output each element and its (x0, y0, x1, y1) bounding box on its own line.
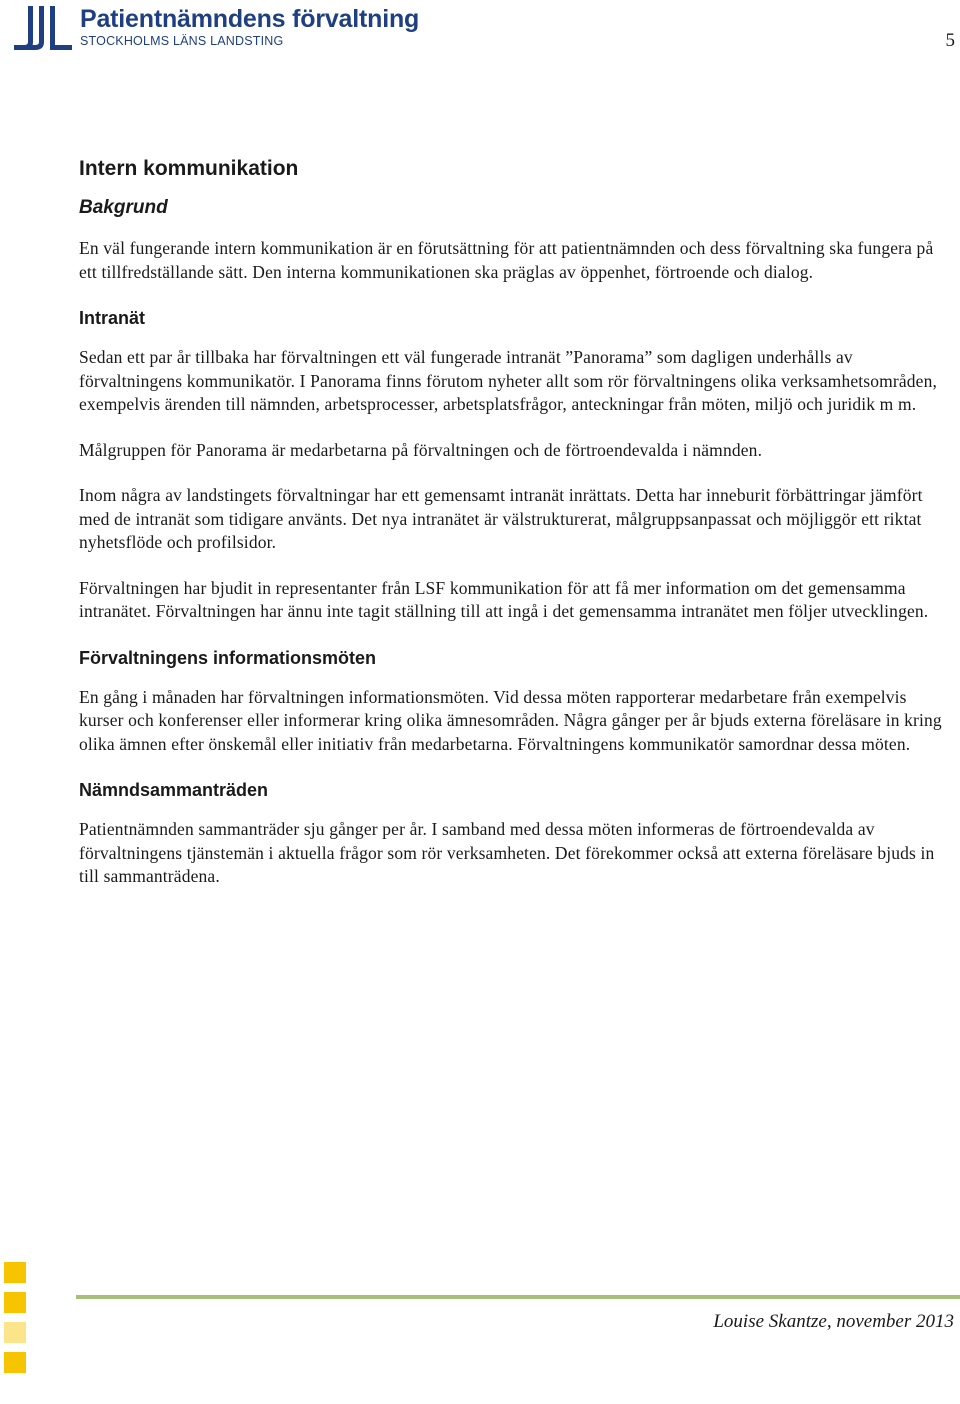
paragraph: Förvaltningen har bjudit in representanter från LSF kommunikation för att få mer information om det gemensamma intranätet. Förvaltningen har ännu inte tagit ställning till att ingå i det gemensamma intranätet men följer utvecklingen. (79, 577, 929, 621)
section-heading-informationsmoten: Förvaltningens informationsmöten (79, 647, 377, 668)
document-body (79, 155, 949, 911)
paragraph: En gång i månaden har förvaltningen informationsmöten. Vid dessa möten rapporterar medarbetare från exempelvis kurser och konferenser eller informerar kring olika ämnesområden. Några gånger per år bjuds externa föreläsare in kring olika ämnen efter önskemål eller initiativ från medarbetarna. Förvaltningens kommunikatör samordnar dessa möten. (79, 686, 942, 754)
logo-text (80, 4, 419, 48)
decoration-square (4, 1262, 26, 1283)
page-number: 5 (945, 30, 955, 51)
page-title: Intern kommunikation (79, 157, 299, 180)
decoration-square (4, 1292, 26, 1313)
organization-logo (12, 4, 419, 52)
paragraph: Sedan ett par år tillbaka har förvaltningen ett väl fungerade intranät ”Panorama” som dagligen underhålls av förvaltningens kommunikatör. I Panorama finns förutom nyheter allt som rör förvaltningens olika verksamhetsområden, exempelvis ärenden till nämnden, arbetsprocesser, arbetsplatsfrågor, anteckningar från möten, miljö och juridik m m. (79, 347, 938, 414)
logo-title: Patientnämndens förvaltning (80, 5, 420, 33)
decoration-square (4, 1352, 26, 1373)
intro-paragraph: En väl fungerande intern kommunikation är en förutsättning för att patientnämnden och dess förvaltning ska fungera på ett tillfredställande sätt. Den interna kommunikationen ska präglas av öppenhet, förtroende och dialog. (79, 238, 934, 282)
section-subtitle: Bakgrund (79, 197, 168, 218)
paragraph: Inom några av landstingets förvaltningar har ett gemensamt intranät inrättats. Detta har inneburit förbättringar jämfört med de intranät som tidigare använts. Det nya intranätet är välstrukturerat, målgruppsanpassat och möjliggör ett riktat nyhetsflöde och profilsidor. (79, 485, 923, 552)
section-heading-intranat: Intranät (79, 308, 146, 328)
section-heading-namndsammantraden: Nämndsammanträden (79, 780, 269, 800)
footer-decoration-squares (4, 1262, 26, 1382)
paragraph: Målgruppen för Panorama är medarbetarna på förvaltningen och de förtroendevalda i nämnden. (79, 439, 763, 460)
footer-divider (76, 1295, 960, 1299)
paragraph: Patientnämnden sammanträder sju gånger per år. I samband med dessa möten informeras de förtroendevalda av förvaltningens tjänstemän i aktuella frågor som rör verksamheten. Det förekommer också att externa föreläsare bjuds in till sammanträdena. (79, 819, 935, 886)
sll-logo-icon (12, 4, 74, 52)
logo-subtitle: STOCKHOLMS LÄNS LANDSTING (80, 34, 284, 48)
decoration-square (4, 1322, 26, 1343)
footer-author: Louise Skantze, november 2013 (713, 1311, 954, 1332)
